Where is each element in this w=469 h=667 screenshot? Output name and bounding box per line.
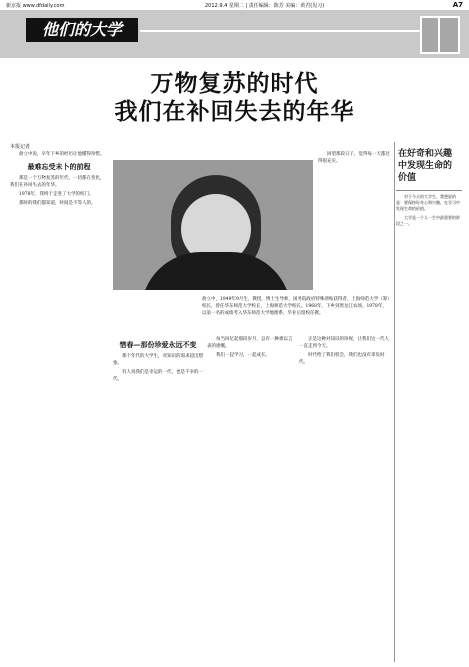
article-column-4	[299, 336, 391, 661]
paragraph: 回望那段日子，觉得每一天都过得很充实。	[318, 152, 390, 164]
subheading: 最难忘受未卜的前程	[27, 162, 91, 171]
subheading: 惜春—那份珍爱永远不变	[119, 340, 197, 349]
section-banner	[0, 10, 469, 58]
paragraph: 时代给了我们机会，我们也没有辜负时代。	[299, 353, 385, 365]
paragraph: 对于今天的大学生，我想说的是：要保持好奇心和兴趣，在学习中发现生命的价值。	[396, 194, 460, 211]
article-column-2	[113, 336, 203, 661]
article-column-5	[318, 151, 392, 291]
article-column-3	[207, 336, 295, 661]
paragraph: 那是一个万物复苏的年代，一切都在变化，我们在补回失去的年华。	[10, 176, 105, 188]
article-column-1	[10, 151, 108, 661]
paragraph: 正是这种对知识的珍视，让我们这一代人一直走到今天。	[299, 337, 389, 349]
headline	[0, 70, 469, 126]
page-number: A7	[452, 1, 463, 9]
paragraph: 1978年，我终于走进了大学的校门。	[19, 192, 94, 197]
photo-body	[141, 252, 291, 290]
photo-caption: 俞立中，1949年9月生，教授，博士生导师，国务院政府特殊津贴获得者，上海师范大学（筹）校长，曾任华东师范大学校长，上海师范大学校长。1968年，下乡到黑龙江农场。1978年，以第一名的成绩考入华东师范大学地理系，毕业后留校任教。	[202, 297, 390, 316]
column-divider	[394, 142, 395, 662]
byline: 本报记者	[10, 144, 31, 150]
headline-line1: 万物复苏的时代	[150, 71, 319, 97]
section-title: 他们的大学	[26, 18, 138, 42]
book-icon	[420, 16, 460, 54]
paragraph: 我们一起学习，一起成长。	[216, 353, 270, 358]
masthead: 新京报 www.dfdaily.com	[6, 3, 65, 9]
paragraph: 每当回忆起那段岁月，总有一种难以言表的感慨。	[207, 337, 293, 349]
paragraph: 那个年代的大学生，对知识的渴求超出想象。	[113, 354, 203, 366]
paragraph: 那时的我们都知道，时间是不等人的。	[19, 201, 96, 206]
paragraph: 大学是一个人一生中最重要的阶段之一。	[396, 215, 460, 226]
sidebar-title: 在好奇和兴趣中发现生命的价值	[396, 142, 462, 191]
page-header	[0, 0, 469, 10]
edition-info: 2012.9.4 星期二 | 责任编辑：陈芳 美编：黄君(见习)	[205, 3, 325, 9]
paragraph: 有人说我们是幸运的一代，也是不幸的一代。	[113, 370, 203, 382]
decorative-line	[140, 30, 420, 32]
portrait-photo	[113, 160, 313, 290]
sidebar	[396, 142, 462, 662]
paragraph: 俞立中说，早年下乡的经历让他懂得珍惜。	[19, 152, 105, 157]
headline-line2: 我们在补回失去的年华	[114, 99, 355, 125]
